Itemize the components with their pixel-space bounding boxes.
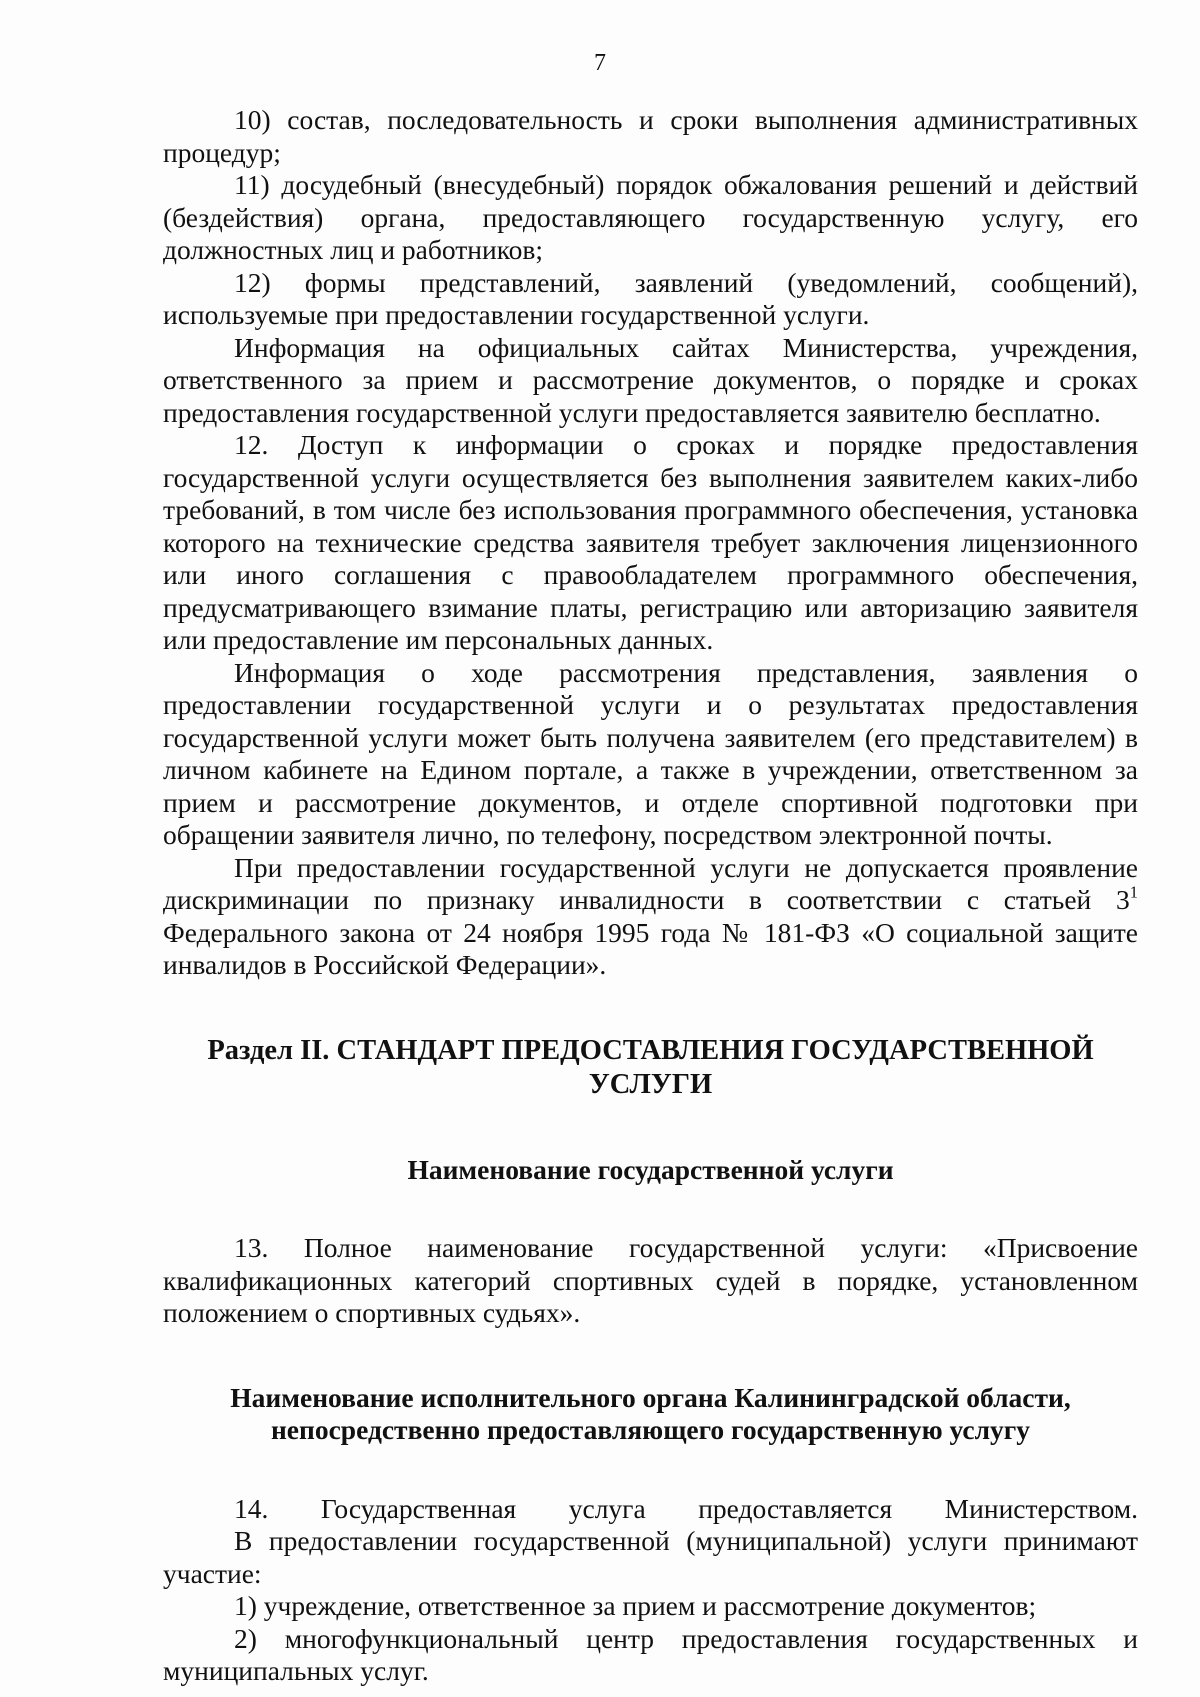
paragraph-clause-12: 12. Доступ к информации о сроках и порядке предоставления государственной услуги осуществляется без выполнения заявителем каких-либо требований, в том числе без использования программного обеспечения, установка которого на технические средства заявителя требует заключения лицензионного или иного соглашения с правообладателем программного обеспечения, предусматривающего взимание платы, регистрацию или авторизацию заявителя или предоставление им персональных данных. xyxy=(163,429,1138,655)
article-superscript: 1 xyxy=(1129,882,1138,902)
section-heading xyxy=(163,1034,1138,1102)
section-heading-line-2: УСЛУГИ xyxy=(588,1068,713,1100)
paragraph-info-progress: Информация о ходе рассмотрения представления, заявления о предоставлении государственной услуги и о результатах предоставления государственной услуги может быть получена заявителем (его представителем) в личном кабинете на Едином портале, а также в учреждении, ответственном за прием и рассмотрение документов, и отделе спортивной подготовки при обращении заявителя лично, по телефону, посредством электронной почты. xyxy=(163,656,1138,850)
section-heading-line-1: Раздел II. СТАНДАРТ ПРЕДОСТАВЛЕНИЯ ГОСУДАРСТВЕННОЙ xyxy=(207,1034,1094,1066)
discrimination-text-b: Федерального закона от 24 ноября 1995 года № 181-ФЗ «О социальной защите инвалидов в Российской Федерации». xyxy=(163,916,1138,980)
paragraph-info-free: Информация на официальных сайтах Министерства, учреждения, ответственного за прием и рассмотрение документов, о порядке и сроках предоставления государственной услуги предоставляется заявителю бесплатно. xyxy=(163,331,1138,428)
paragraph-discrimination xyxy=(163,852,1138,982)
subheading-authority-line-1: Наименование исполнительного органа Калининградской области, xyxy=(230,1381,1071,1413)
list-item-participant-2: 2) многофункциональный центр предоставления государственных и муниципальных услуг. xyxy=(163,1622,1138,1686)
paragraph-item-11: 11) досудебный (внесудебный) порядок обжалования решений и действий (бездействия) органа, предоставляющего государственную услугу, его должностных лиц и работников; xyxy=(163,169,1138,265)
list-item-participant-1: 1) учреждение, ответственное за прием и рассмотрение документов; xyxy=(234,1590,1037,1621)
paragraph-clause-14: 14. Государственная услуга предоставляется Министерством. xyxy=(234,1492,1138,1524)
subheading-authority-line-2: непосредственно предоставляющего государственную услугу xyxy=(270,1414,1031,1445)
page-number: 7 xyxy=(594,50,606,76)
document-body xyxy=(163,104,1138,1688)
discrimination-text-a: При предоставлении государственной услуги не допускается проявление дискриминации по признаку инвалидности в соответствии с статьей 3 xyxy=(163,851,1138,915)
subheading-service-name: Наименование государственной услуги xyxy=(407,1153,894,1185)
paragraph-clause-13: 13. Полное наименование государственной услуги: «Присвоение квалификационных категорий спортивных судей в порядке, установленном положением о спортивных судьях». xyxy=(163,1232,1138,1328)
subheading-authority xyxy=(163,1382,1138,1447)
paragraph-item-12-forms: 12) формы представлений, заявлений (уведомлений, сообщений), используемые при предоставлении государственной услуги. xyxy=(163,266,1138,330)
paragraph-item-10: 10) состав, последовательность и сроки выполнения административных процедур; xyxy=(163,104,1138,168)
paragraph-participation: В предоставлении государственной (муниципальной) услуги принимают участие: xyxy=(163,1525,1138,1589)
